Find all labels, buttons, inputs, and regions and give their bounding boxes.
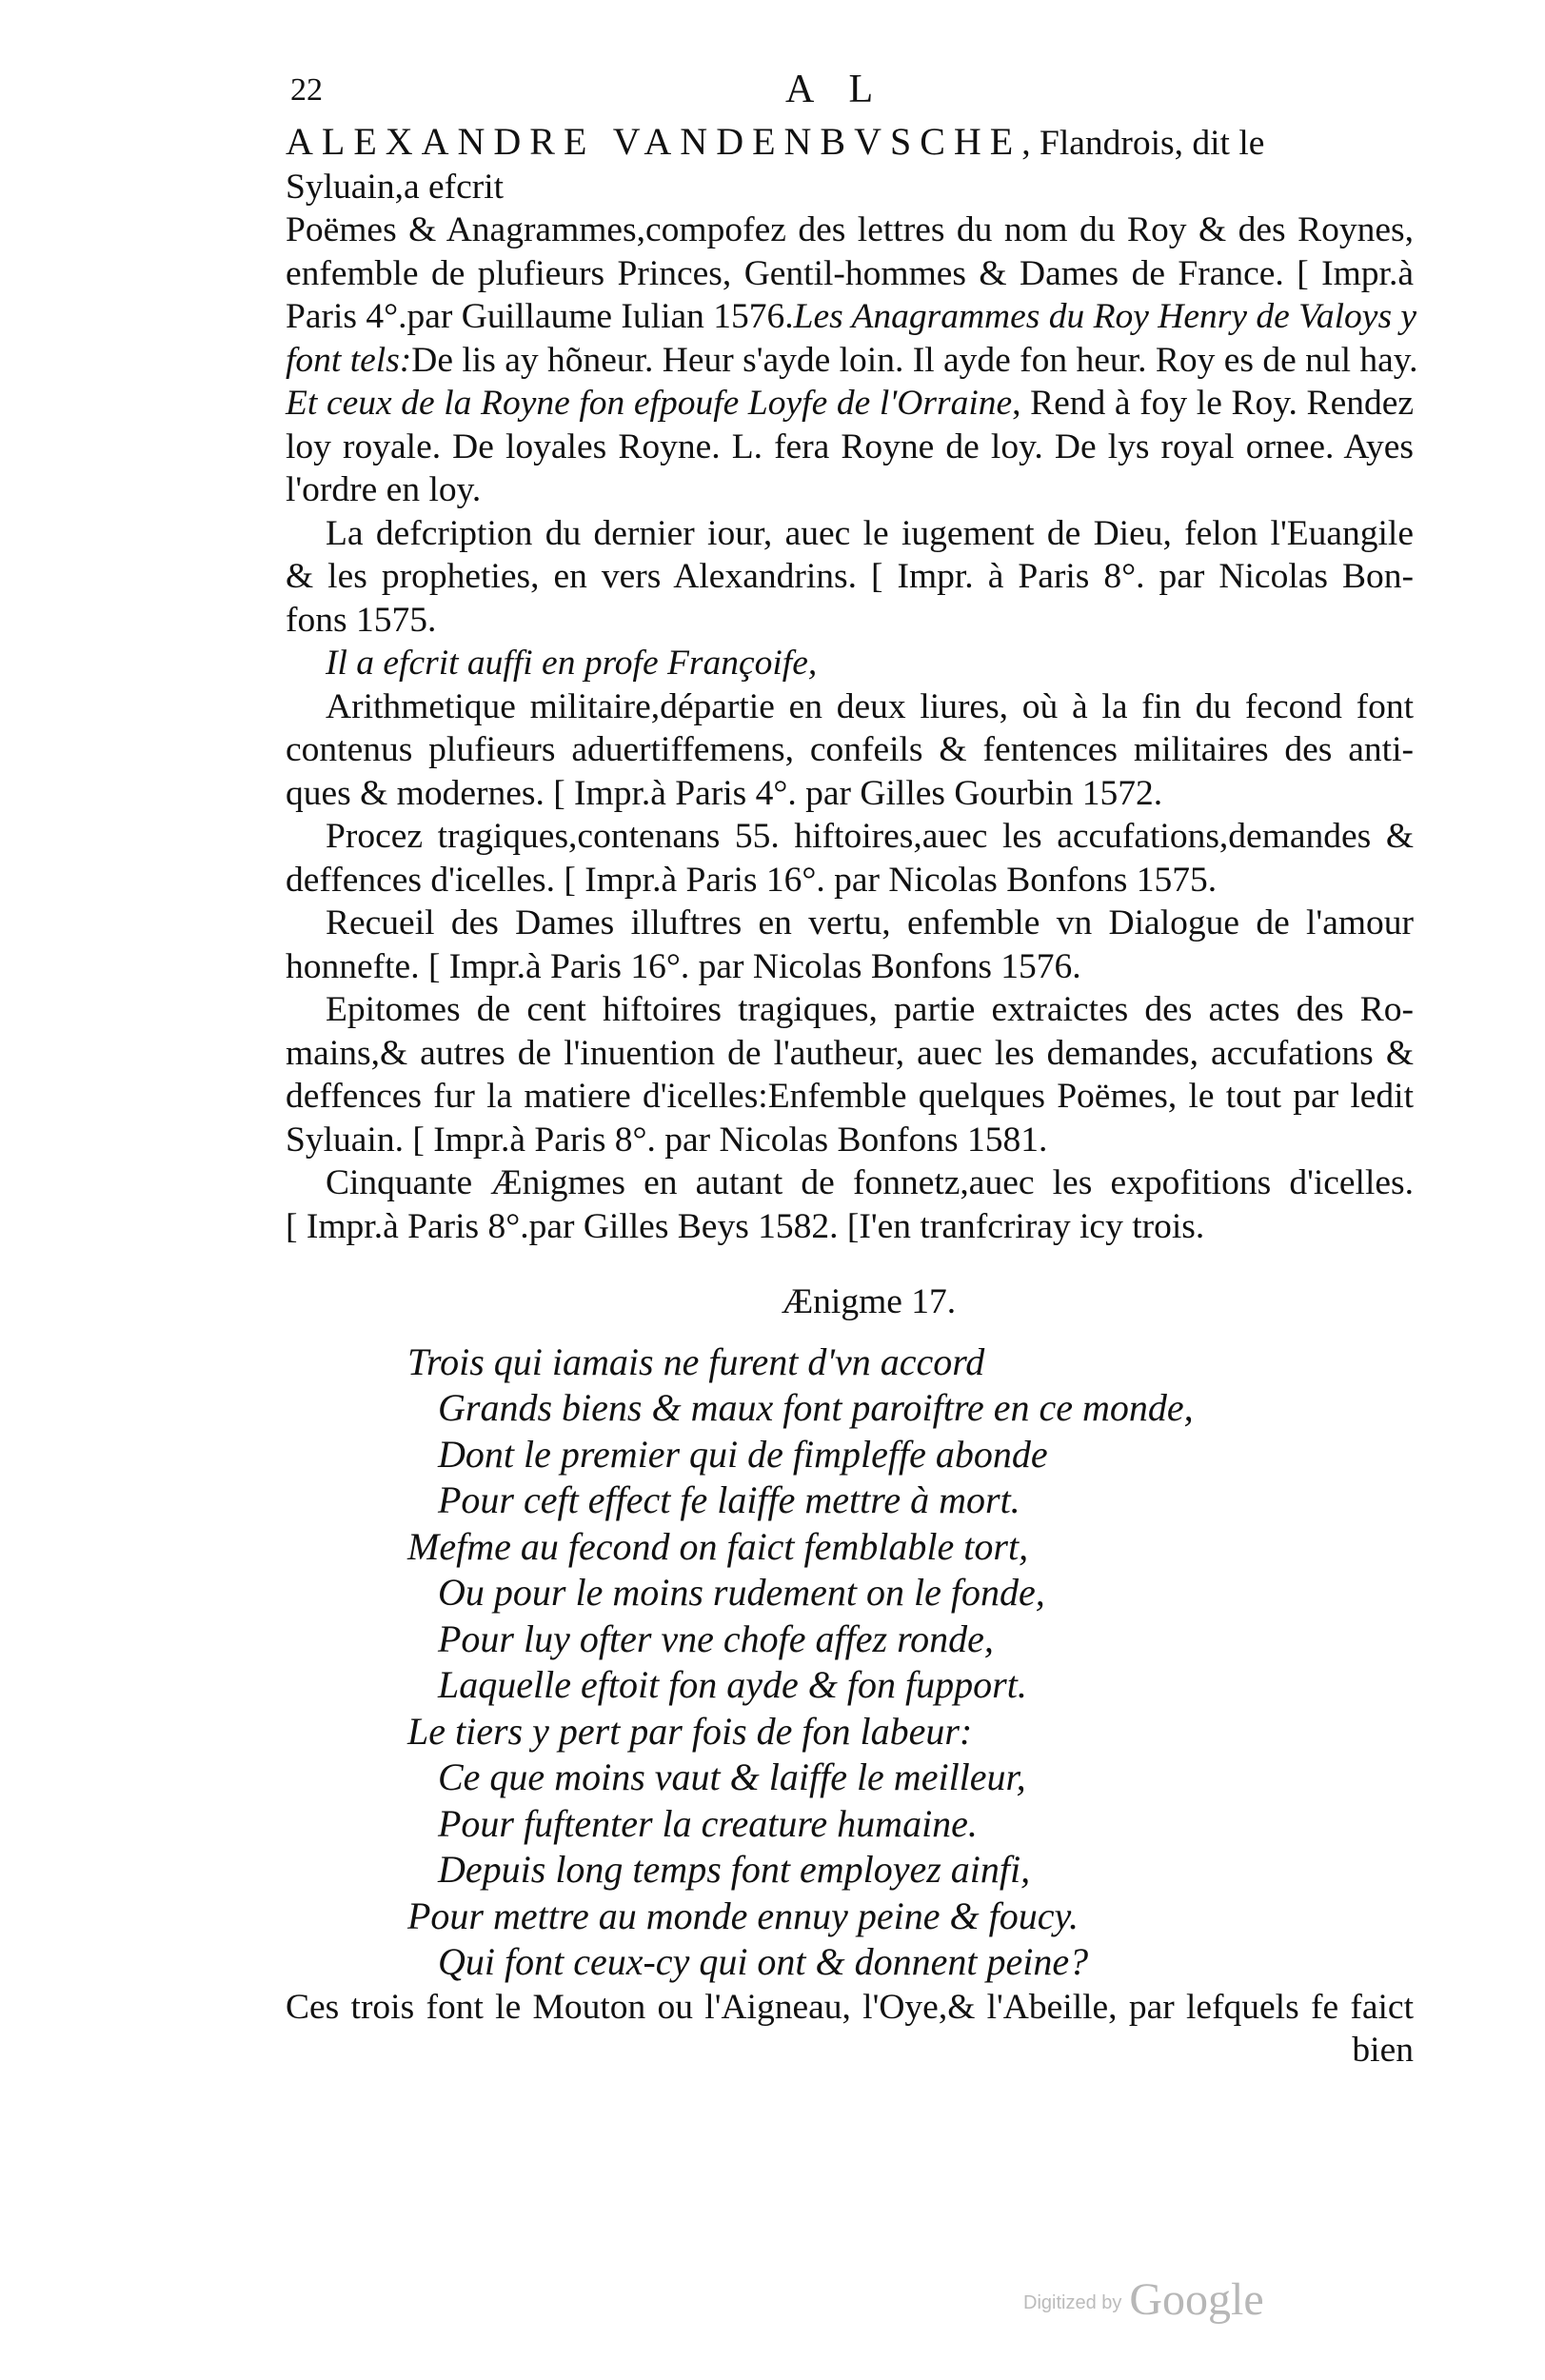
prose-subheading: Il a efcrit auffi en profe Françoife, xyxy=(326,644,818,683)
italic-span: font tels: xyxy=(286,340,412,380)
text-line: & les propheties, en vers Alexandrins. [ Impr. à Paris 8°. par Nicolas Bon- xyxy=(286,557,1414,596)
author-descriptor: , Flandrois, dit le xyxy=(1021,124,1265,163)
verse-line: Pour luy ofter vne chofe affez ronde, xyxy=(438,1616,994,1660)
text-line: ques & modernes. [ Impr.à Paris 4°. par Gilles Gourbin 1572. xyxy=(286,773,1163,813)
page-body xyxy=(286,120,1418,2073)
verse-line: Dont le premier qui de fimpleffe abonde xyxy=(438,1432,1048,1476)
verse-line: Ce que moins vaut & laiffe le meilleur, xyxy=(438,1755,1026,1798)
italic-span: Et ceux de la Royne fon efpoufe Loyfe de l'Orraine xyxy=(286,384,1013,423)
text-line: enfemble de plufieurs Princes, Gentil-hommes & Dames de France. [ Impr.à xyxy=(286,253,1414,293)
paragraph-poemes xyxy=(286,208,1418,512)
text-line: deffences d'icelles. [ Impr.à Paris 16°. par Nicolas Bonfons 1575. xyxy=(286,860,1218,900)
verse-line: Pour mettre au monde ennuy peine & foucy. xyxy=(407,1894,1079,1937)
text-line: loy royale. De loyales Royne. L. fera Royne de loy. De lys royal ornee. Ayes xyxy=(286,426,1414,466)
text-line: deffences fur la matiere d'icelles:Enfemble quelques Poëmes, le tout par ledit xyxy=(286,1077,1414,1116)
page-number: 22 xyxy=(290,72,323,108)
verse-line: Le tiers y pert par fois de fon labeur: xyxy=(407,1709,973,1753)
verse-line: Pour fuftenter la creature humaine. xyxy=(438,1801,978,1845)
text-line xyxy=(286,339,1418,383)
text-line xyxy=(286,382,1414,426)
text-line: Syluain. [ Impr.à Paris 8°. par Nicolas Bonfons 1581. xyxy=(286,1120,1048,1160)
verse-line: Laquelle eftoit fon ayde & fon fupport. xyxy=(438,1663,1027,1706)
verse-line: Grands biens & maux font paroiftre en ce monde, xyxy=(438,1386,1194,1429)
entry-heading xyxy=(286,120,1414,166)
verse-line: Qui font ceux-cy qui ont & donnent peine? xyxy=(438,1940,1089,1983)
text-line: Poëmes & Anagrammes,compofez des lettres du nom du Roy & des Roynes, xyxy=(286,210,1414,249)
digitized-watermark xyxy=(1023,2273,1264,2325)
text-line: Epitomes de cent hiftoires tragiques, partie extraictes des actes des Ro- xyxy=(326,990,1414,1029)
running-head: A L xyxy=(785,68,887,111)
verse-line: Depuis long temps font employez ainfi, xyxy=(438,1848,1031,1891)
paragraph-recueil xyxy=(286,902,1414,988)
text-line: honnefte. [ Impr.à Paris 16°. par Nicolas Bonfons 1576. xyxy=(286,946,1081,986)
paragraph-aenigmes xyxy=(286,1161,1414,1248)
enigma-title: Ænigme 17. xyxy=(781,1282,957,1321)
paragraph-procez xyxy=(286,815,1414,902)
verse-line: Trois qui iamais ne furent d'vn accord xyxy=(407,1339,985,1383)
text-line: Recueil des Dames illuftres en vertu, enfemble vn Dialogue de l'amour xyxy=(326,903,1414,942)
author-name: ALEXANDRE VANDENBVSCHE xyxy=(286,120,1022,163)
italic-span: Les Anagrammes du Roy Henry de Valoys y xyxy=(793,297,1417,336)
entry-intro: Syluain,a efcrit xyxy=(286,167,505,207)
spacer xyxy=(286,1248,1414,1280)
text-line: l'ordre en loy. xyxy=(286,470,482,509)
paragraph-arithmetique xyxy=(286,685,1414,816)
text-line: Arithmetique militaire,départie en deux liures, où à la fin du fecond font xyxy=(326,686,1414,726)
paragraph-epitomes xyxy=(286,988,1414,1161)
enigma-answer: Ces trois font le Mouton ou l'Aigneau, l'Oye,& l'Abeille, par lefquels fe faict xyxy=(286,1987,1414,2027)
catchword: bien xyxy=(1352,2031,1414,2070)
page-header xyxy=(290,67,1414,114)
enigma-poem xyxy=(286,1339,1414,1986)
google-logo: Google xyxy=(1129,2274,1264,2325)
text-span: De lis ay hõneur. Heur s'ayde loin. Il ayde fon heur. Roy es de nul hay. xyxy=(411,340,1418,380)
verse-line: Mefme au fecond on faict femblable tort, xyxy=(407,1524,1029,1568)
paragraph-description xyxy=(286,512,1414,643)
text-line xyxy=(286,295,1417,339)
text-line: fons 1575. xyxy=(286,600,437,640)
text-span: Paris 4°.par Guillaume Iulian 1576. xyxy=(286,297,794,336)
verse-line: Ou pour le moins rudement on le fonde, xyxy=(438,1571,1045,1614)
text-line: mains,& autres de l'inuention de l'autheur, auec les demandes, accufations & xyxy=(286,1033,1414,1073)
text-line: Cinquante Ænigmes en autant de fonnetz,auec les expofitions d'icelles. xyxy=(326,1163,1414,1202)
watermark-prefix: Digitized by xyxy=(1023,2292,1122,2313)
text-span: , Rend à foy le Roy. Rendez xyxy=(1012,384,1414,423)
text-line: [ Impr.à Paris 8°.par Gilles Beys 1582. [I'en tranfcriray icy trois. xyxy=(286,1206,1205,1246)
verse-line: Pour ceft effect fe laiffe mettre à mort. xyxy=(438,1478,1020,1521)
text-line: La defcription du dernier iour, auec le iugement de Dieu, felon l'Euangile xyxy=(326,513,1414,553)
text-line: contenus plufieurs aduertiffemens, confeils & fentences militaires des anti- xyxy=(286,730,1414,769)
text-line: Procez tragiques,contenans 55. hiftoires,auec les accufations,demandes & xyxy=(326,817,1414,856)
